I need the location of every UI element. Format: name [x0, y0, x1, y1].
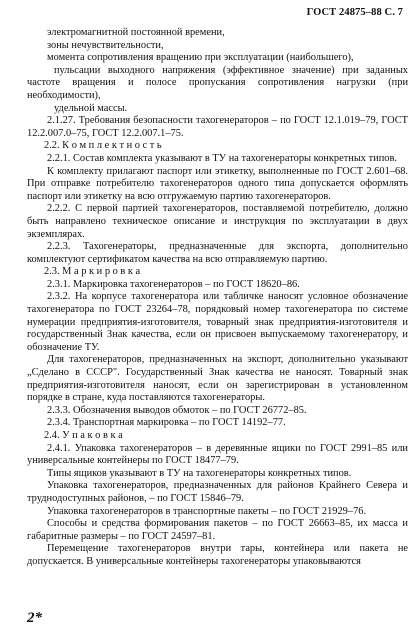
paragraph: электромагнитной постоянной времени, — [47, 27, 225, 38]
paragraph: Типы ящиков указывают в ТУ на тахогенераторы конкретных типов. — [47, 467, 352, 479]
paragraph: Упаковка тахогенераторов в транспортные пакеты – по ГОСТ 21929–76. — [47, 505, 367, 517]
paragraph: 2.2.1. Состав комплекта указывают в ТУ на тахогенераторы конкретных типов. — [47, 152, 397, 164]
signature-mark: 2* — [27, 610, 42, 626]
paragraph: удельной массы. — [54, 102, 128, 114]
paragraph: 2.3.1. Маркировка тахогенераторов – по ГОСТ 18620–86. — [47, 278, 300, 290]
paragraph: пульсации выходного напряжения (эффективное значение) при заданных частоте вращения и полосе пропускания сопротивления нагрузки (при необходимости), — [27, 64, 408, 101]
paragraph: Упаковка тахогенераторов, предназначенных для районов Крайнего Севера и труднодоступных районов, – по ГОСТ 15846–79. — [27, 480, 408, 504]
paragraph: 2.1.27. Требования безопасности тахогенераторов – по ГОСТ 12.1.019–79, ГОСТ 12.2.007.0–75, ГОСТ 12.2.007.1–75. — [27, 115, 408, 139]
section-heading: 2.3. М а р к и р о в к а — [44, 266, 141, 278]
section-heading: 2.2. К о м п л е к т н о с т ь — [44, 140, 162, 152]
paragraph: 2.3.4. Транспортная маркировка – по ГОСТ 14192–77. — [47, 417, 286, 429]
paragraph: 2.3.2. На корпусе тахогенератора или табличке наносят условное обозначение тахогенератора по ГОСТ 23264–78, порядковый номер тахогенератора по системе нумерации предприятия-изготовителя, товарный знак предприятия-изготовителя и государственный Знак качества, если он присвоен выпускаемому тахогенератору, и обозначение ТУ. — [27, 291, 408, 353]
document-body — [27, 27, 408, 569]
paragraph: 2.3.3. Обозначения выводов обмоток – по ГОСТ 26772–85. — [47, 404, 307, 416]
paragraph: 2.2.3. Тахогенераторы, предназначенные для экспорта, дополнительно комплектуют сертификатом качества на всю отправляемую партию. — [27, 241, 408, 265]
section-heading: 2.4. У п а к о в к а — [44, 430, 123, 441]
paragraph: 2.4.1. Упаковка тахогенераторов – в деревянные ящики по ГОСТ 2991–85 или универсальные контейнеры по ГОСТ 18477–79. — [27, 442, 408, 467]
paragraph: момента сопротивления вращению при эксплуатации (наибольшего), — [47, 52, 354, 64]
page-header: ГОСТ 24875–88 С. 7 — [306, 7, 403, 18]
paragraph: зоны нечувствительности, — [47, 39, 164, 51]
paragraph: Перемещение тахогенераторов внутри тары, контейнера или пакета не допускается. В универсальные контейнеры тахогенераторы упаковываются — [27, 543, 408, 567]
paragraph: К комплекту прилагают паспорт или этикетку, выполненные по ГОСТ 2.601–68. При отправке потребителю тахогенераторов одного типа допускается оформлять паспорт или этикетку на всю отгружаемую партию тахогенераторов. — [27, 165, 408, 202]
paragraph: Для тахогенераторов, предназначенных на экспорт, дополнительно указывают „Сделано в СССР". Государственный Знак качества не наносят. Товарный знак предприятия-изготовителя наносят, если он зарегистрирован в установленном порядке в стране, куда поставляются тахогенераторы. — [27, 354, 408, 404]
paragraph: 2.2.2. С первой партией тахогенераторов, поставляемой потребителю, должно быть направлено техническое описание и инструкция по эксплуатации в двух экземплярах. — [27, 203, 408, 240]
paragraph: Способы и средства формирования пакетов – по ГОСТ 26663–85, их масса и габаритные размеры – по ГОСТ 24597–81. — [27, 518, 408, 542]
